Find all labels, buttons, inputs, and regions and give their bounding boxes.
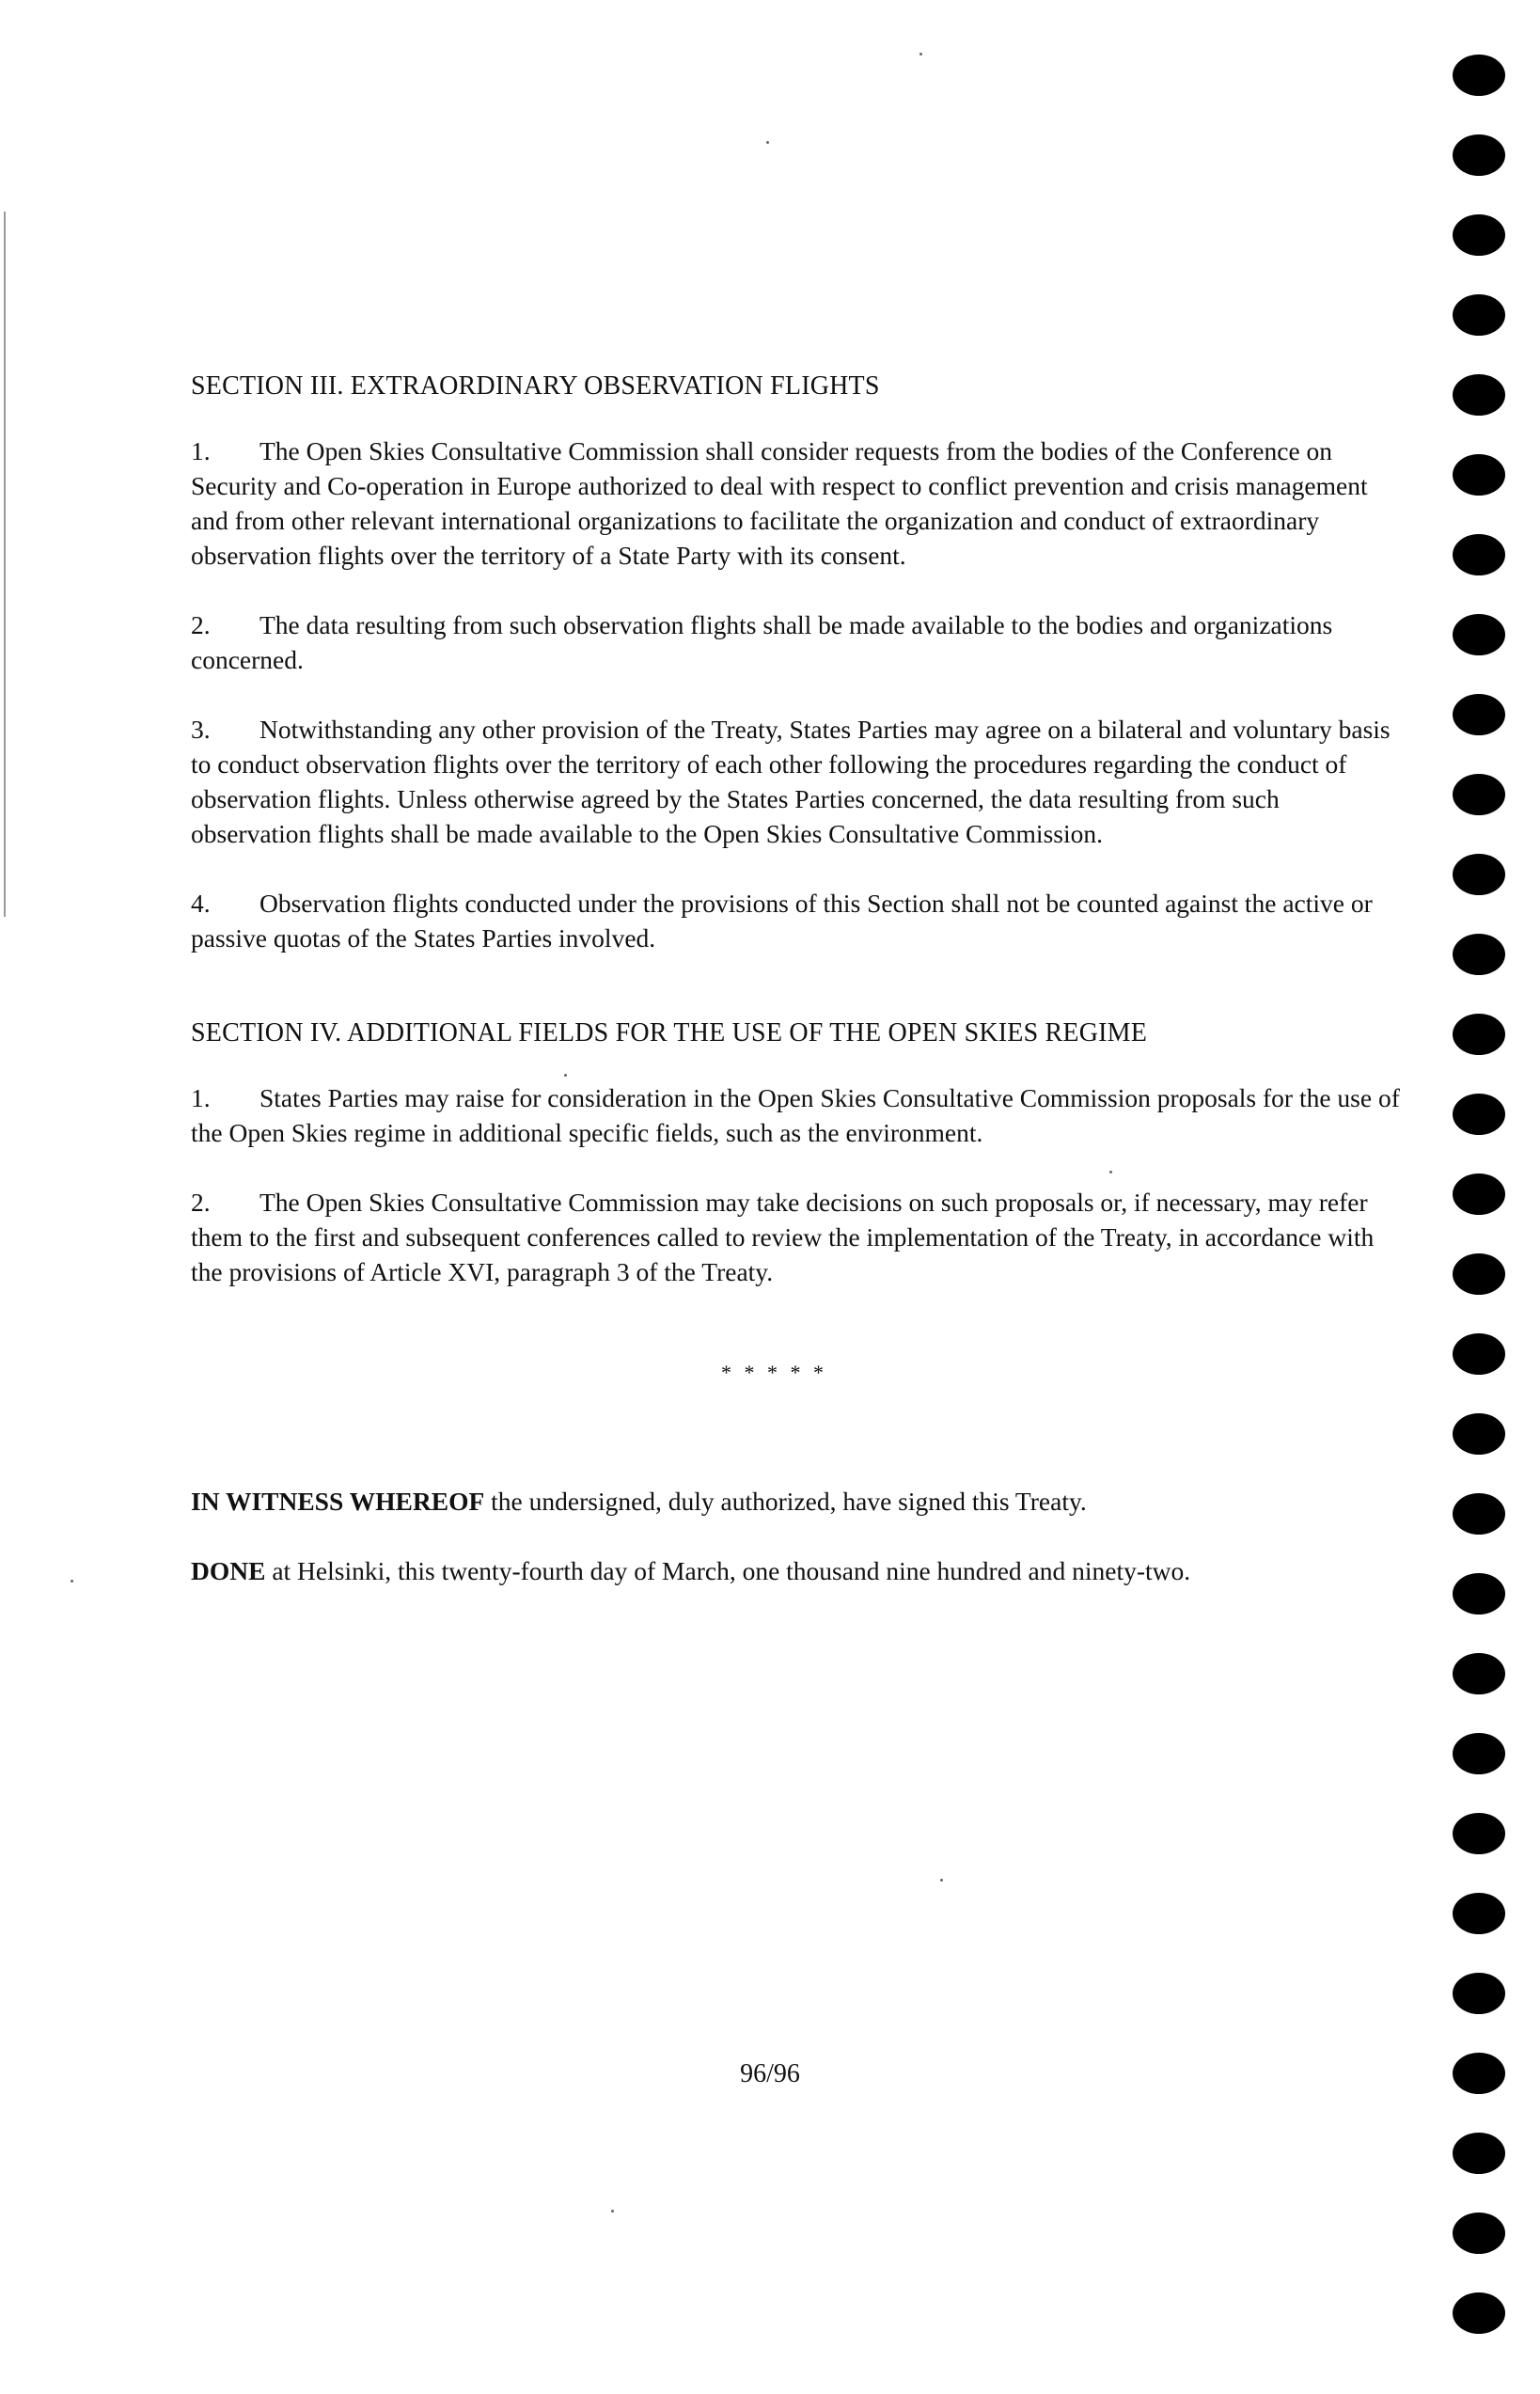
paragraph-number: 2. bbox=[191, 1188, 211, 1217]
binding-hole bbox=[1453, 294, 1505, 336]
done-clause bbox=[191, 1553, 1404, 1588]
binding-hole bbox=[1453, 2133, 1505, 2174]
paragraph-number: 3. bbox=[191, 715, 211, 744]
section-3-paragraph-2 bbox=[191, 607, 1404, 677]
binding-hole bbox=[1453, 694, 1505, 735]
paragraph-text: The Open Skies Consultative Commission may take decisions on such proposals or, if necessary, may refer them to the first and subsequent conferences called to review the implementation of the Treaty, in accordance with the provisions of Article XVI, paragraph 3 of the Treaty. bbox=[191, 1188, 1375, 1286]
section-3-paragraph-3 bbox=[191, 712, 1404, 851]
done-text: at Helsinki, this twenty-fourth day of March, one thousand nine hundred and ninety-two. bbox=[265, 1556, 1191, 1585]
section-4-paragraph-2 bbox=[191, 1185, 1404, 1289]
paragraph-text: Notwithstanding any other provision of the Treaty, States Parties may agree on a bilateral and voluntary basis to conduct observation flights over the territory of each other following the procedures regarding the conduct of observation flights. Unless otherwise agreed by the States Parties concerned, the data resulting from such observation flights shall be made available to the Open Skies Consultative Commission. bbox=[191, 715, 1391, 848]
witness-bold-lead: IN WITNESS WHEREOF bbox=[191, 1487, 485, 1516]
scan-edge-line bbox=[4, 212, 6, 917]
done-bold-lead: DONE bbox=[191, 1556, 266, 1585]
scan-speck bbox=[766, 141, 769, 144]
paragraph-number: 2. bbox=[191, 610, 211, 639]
paragraph-number: 1. bbox=[191, 1083, 211, 1112]
binding-hole bbox=[1453, 2292, 1505, 2334]
binding-hole bbox=[1453, 134, 1505, 176]
witness-text: the undersigned, duly authorized, have signed this Treaty. bbox=[484, 1487, 1087, 1516]
binding-hole bbox=[1453, 2213, 1505, 2254]
binding-holes bbox=[1453, 55, 1509, 2349]
binding-hole bbox=[1453, 1653, 1505, 1694]
binding-hole bbox=[1453, 1014, 1505, 1055]
document-body bbox=[191, 369, 1404, 1623]
binding-hole bbox=[1453, 214, 1505, 256]
paragraph-text: The Open Skies Consultative Commission shall consider requests from the bodies of the Conference on Security and Co-operation in Europe authorized to deal with respect to conflict prevention and crisis management and from other relevant international organizations to facilitate the organization and conduct of extraordinary observation flights over the territory of a State Party with its consent. bbox=[191, 436, 1368, 570]
binding-hole bbox=[1453, 454, 1505, 496]
paragraph-text: Observation flights conducted under the provisions of this Section shall not be counted against the active or passive quotas of the States Parties involved. bbox=[191, 889, 1373, 953]
scan-speck bbox=[940, 1879, 943, 1882]
binding-hole bbox=[1453, 1094, 1505, 1135]
section-3-paragraph-1 bbox=[191, 433, 1404, 573]
paragraph-number: 1. bbox=[191, 436, 211, 465]
binding-hole bbox=[1453, 1253, 1505, 1295]
paragraph-number: 4. bbox=[191, 889, 211, 918]
paragraph-text: The data resulting from such observation flights shall be made available to the bodies and organizations concerned. bbox=[191, 610, 1333, 674]
scan-speck bbox=[919, 53, 922, 55]
binding-hole bbox=[1453, 1493, 1505, 1535]
section-3-paragraph-4 bbox=[191, 886, 1404, 955]
witness-clause bbox=[191, 1484, 1404, 1519]
scan-speck bbox=[71, 1580, 73, 1583]
paragraph-text: States Parties may raise for consideration in the Open Skies Consultative Commission proposals for the use of the Open Skies regime in additional specific fields, such as the environment. bbox=[191, 1083, 1400, 1147]
binding-hole bbox=[1453, 1173, 1505, 1215]
binding-hole bbox=[1453, 1413, 1505, 1455]
section-4-heading: SECTION IV. ADDITIONAL FIELDS FOR THE USE OF THE OPEN SKIES REGIME bbox=[191, 1018, 1148, 1047]
binding-hole bbox=[1453, 1813, 1505, 1854]
section-4-paragraph-1 bbox=[191, 1080, 1404, 1150]
binding-hole bbox=[1453, 1893, 1505, 1934]
binding-hole bbox=[1453, 774, 1505, 815]
page-number: 96/96 bbox=[740, 2059, 800, 2088]
binding-hole bbox=[1453, 1333, 1505, 1375]
section-separator: * * * * * bbox=[721, 1361, 827, 1384]
scan-speck bbox=[611, 2210, 614, 2213]
binding-hole bbox=[1453, 854, 1505, 895]
binding-hole bbox=[1453, 614, 1505, 655]
binding-hole bbox=[1453, 1573, 1505, 1614]
binding-hole bbox=[1453, 1973, 1505, 2014]
binding-hole bbox=[1453, 1733, 1505, 1774]
binding-hole bbox=[1453, 934, 1505, 975]
section-3-heading: SECTION III. EXTRAORDINARY OBSERVATION FLIGHTS bbox=[191, 371, 880, 401]
binding-hole bbox=[1453, 55, 1505, 96]
binding-hole bbox=[1453, 374, 1505, 416]
binding-hole bbox=[1453, 534, 1505, 575]
